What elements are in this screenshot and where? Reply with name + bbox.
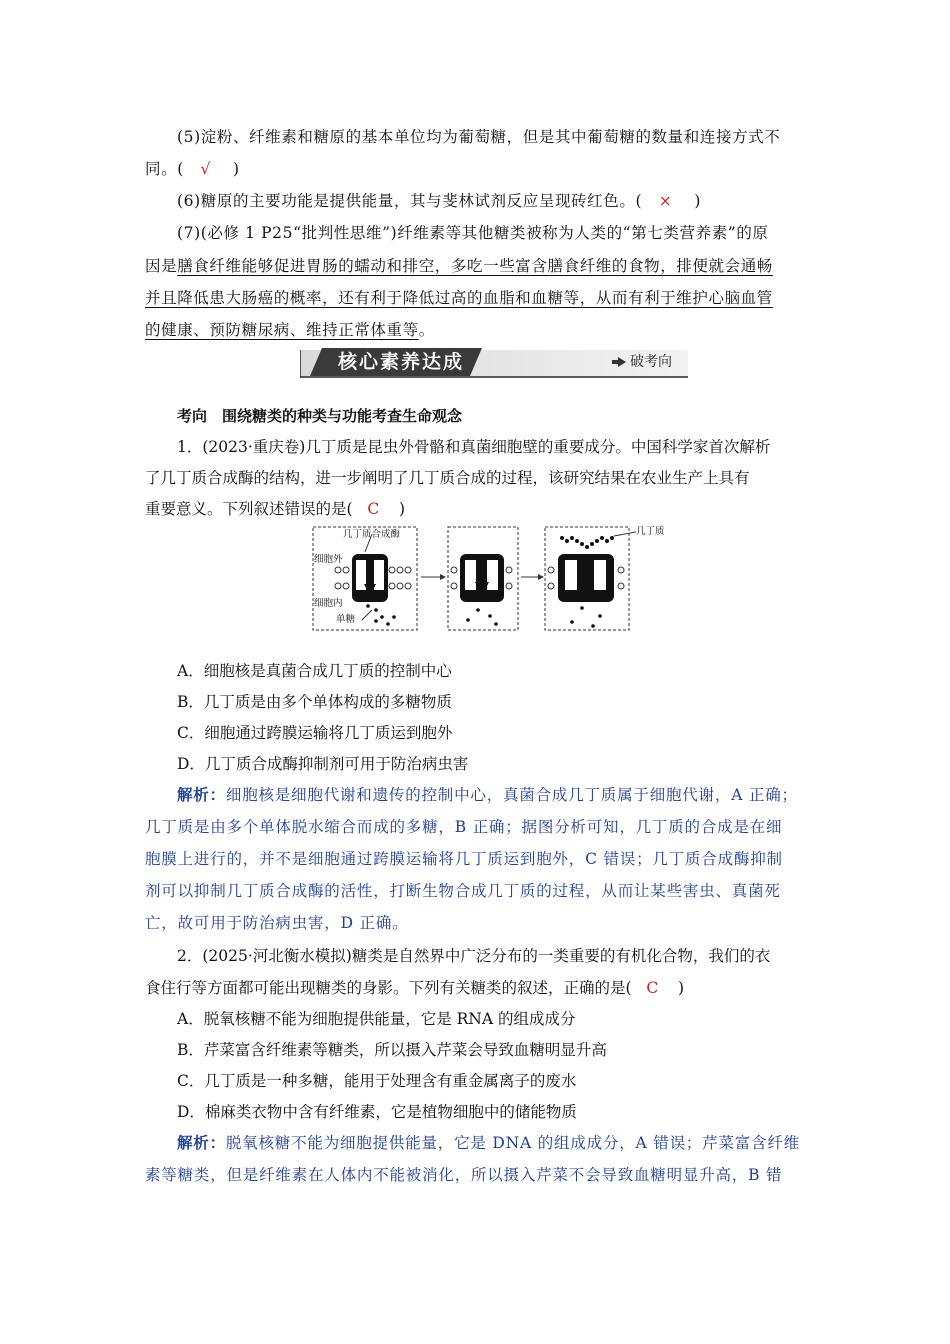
q1-analysis-line3: 胞膜上进行的，并不是细胞通过跨膜运输将几丁质运到胞外，C 错误；几丁质合成酶抑制 [145, 850, 783, 868]
item6-line [177, 190, 810, 212]
label-enzyme: 几丁质合成酶 [343, 529, 401, 540]
label-sugar: 单糖 [336, 614, 356, 625]
q1-analysis-line1 [177, 784, 810, 806]
label-inside: 细胞内 [314, 598, 343, 609]
q1-option-b: B．几丁质是由多个单体构成的多糖物质 [177, 693, 452, 711]
q2-analysis-line2: 素等糖类，但是纤维素在人体内不能被消化，所以摄入芹菜不会导致血糖明显升高，B 错 [145, 1166, 783, 1184]
q1-option-a: A．细胞核是真菌合成几丁质的控制中心 [177, 662, 452, 680]
item5-line2 [145, 158, 810, 180]
item7-answer-part3: 的健康、预防糖尿病、维持正常体重等 [145, 321, 419, 339]
check-mark: √ [200, 160, 211, 178]
q2-option-a: A．脱氧核糖不能为细胞提供能量，它是 RNA 的组成成分 [177, 1010, 576, 1028]
q2-analysis-text1: 脱氧核糖不能为细胞提供能量，它是 DNA 的组成成分，A 错误；芹菜富含纤维 [225, 1134, 800, 1152]
item5-line1: (5)淀粉、纤维素和糖原的基本单位均为葡萄糖，但是其中葡萄糖的数量和连接方式不 [177, 128, 781, 146]
cross-mark: × [658, 192, 673, 210]
item7-line1: (7)(必修 1 P25“批判性思维”)纤维素等其他糖类被称为人类的“第七类营养素”的原 [177, 224, 769, 242]
q2-answer: C [646, 979, 659, 997]
q1-answer: C [367, 500, 380, 518]
q1-stem-line1: 1．(2023·重庆卷)几丁质是昆虫外骨骼和真菌细胞壁的重要成分。中国科学家首次解析 [177, 438, 771, 456]
item7-line4 [145, 319, 810, 341]
q2-stem-line2 [145, 977, 810, 999]
item7-end: 。 [418, 321, 435, 339]
item7-line2 [145, 255, 810, 277]
figure-graphic [310, 524, 670, 634]
section-banner [300, 346, 688, 380]
item5-close: ) [233, 160, 240, 178]
label-outside: 细胞外 [314, 554, 343, 565]
item7-answer-part2: 并且降低患大肠癌的概率，还有利于降低过高的血脂和血糖等，从而有利于维护心脑血管 [145, 289, 773, 307]
section-heading: 考向 围绕糖类的种类与功能考查生命观念 [177, 407, 463, 425]
item5-text: 同。( [145, 160, 184, 178]
chitin-synthesis-figure [310, 524, 670, 634]
banner-right-label: 破考向 [630, 354, 672, 370]
q1-analysis-line5: 亡，故可用于防治病虫害，D 正确。 [145, 914, 409, 932]
q2-option-c: C．几丁质是一种多糖，能用于处理含有重金属离子的废水 [177, 1072, 577, 1090]
q2-stem-text: 食住行等方面都可能出现糖类的身影。下列有关糖类的叙述，正确的是( [145, 979, 632, 997]
item6-close: ) [694, 192, 702, 210]
q2-analysis-line1 [177, 1132, 810, 1154]
q1-stem-line3 [145, 498, 810, 520]
label-chitin: 几丁质 [636, 526, 665, 537]
q1-option-d: D．几丁质合成酶抑制剂可用于防治病虫害 [177, 755, 469, 773]
item6-text: (6)糖原的主要功能是提供能量，其与斐林试剂反应呈现砖红色。( [177, 192, 643, 210]
item7-prefix: 因是 [145, 257, 178, 275]
q1-stem-line2: 了几丁质合成酶的结构，进一步阐明了几丁质合成的过程，该研究结果在农业生产上具有 [145, 469, 750, 487]
banner-title: 核心素养达成 [337, 351, 464, 373]
q1-option-c: C．细胞通过跨膜运输将几丁质运到胞外 [177, 724, 453, 742]
q2-stem-line1: 2．(2025·河北衡水模拟)糖类是自然界中广泛分布的一类重要的有机化合物，我们的衣 [177, 947, 771, 965]
q2-analysis-label: 解析： [177, 1133, 226, 1152]
q1-analysis-text1: 细胞核是细胞代谢和遗传的控制中心，真菌合成几丁质属于细胞代谢，A 正确； [225, 786, 798, 804]
q1-analysis-line2: 几丁质是由多个单体脱水缩合而成的多糖，B 正确；据图分析可知，几丁质的合成是在细 [145, 818, 783, 836]
q1-stem-text: 重要意义。下列叙述错误的是( [145, 500, 353, 518]
q2-close: ) [677, 979, 684, 997]
q2-option-b: B．芹菜富含纤维素等糖类，所以摄入芹菜会导致血糖明显升高 [177, 1041, 607, 1059]
q1-analysis-label: 解析： [177, 785, 226, 804]
q1-close: ) [398, 500, 405, 518]
q1-analysis-line4: 剂可以抑制几丁质合成酶的活性，打断生物合成几丁质的过程，从而让某些害虫、真菌死 [145, 882, 781, 900]
q2-option-d: D．棉麻类衣物中含有纤维素，它是植物细胞中的储能物质 [177, 1103, 577, 1121]
item7-answer-part1: 膳食纤维能够促进胃肠的蠕动和排空，多吃一些富含膳食纤维的食物，排便就会通畅 [177, 257, 773, 275]
